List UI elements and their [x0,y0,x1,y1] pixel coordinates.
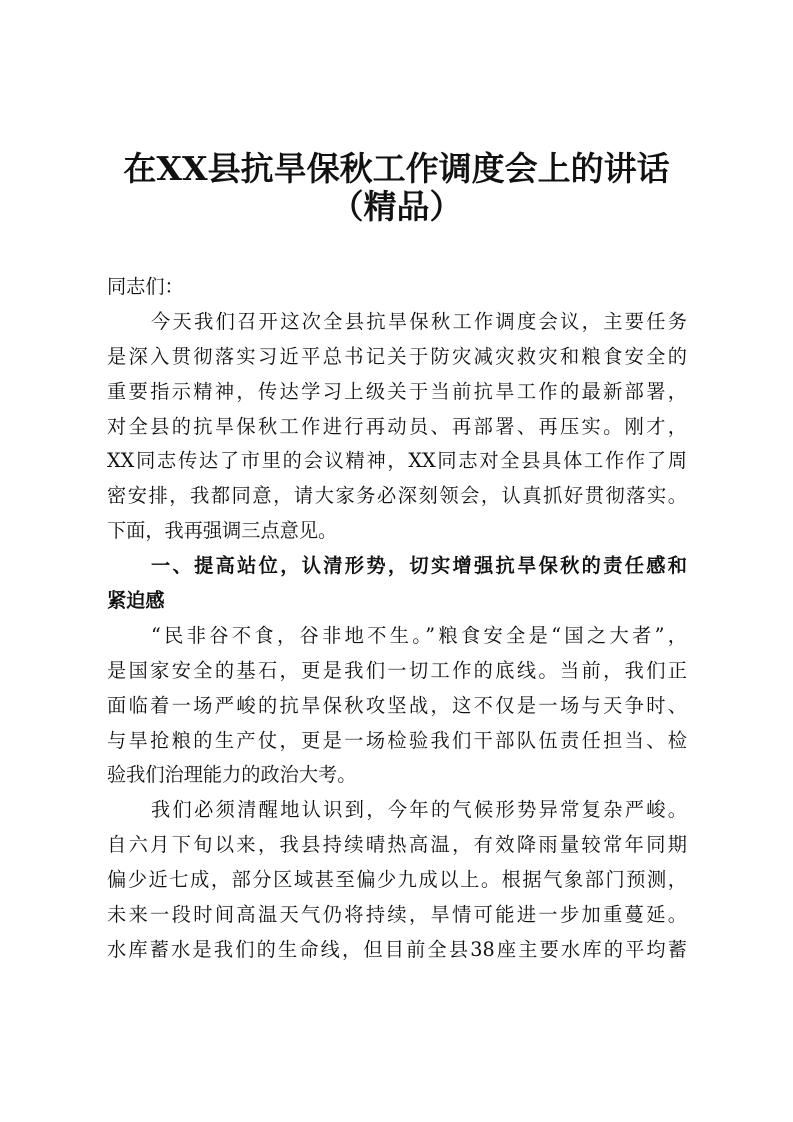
document-body [107,270,687,968]
paragraph-line: 未来一段时间高温天气仍将持续，旱情可能进一步加重蔓延。 [107,903,687,927]
paragraph-line: 我们必须清醒地认识到，今年的气候形势异常复杂严峻。 [151,798,687,822]
paragraph-line: 是国家安全的基石，更是我们一切工作的底线。当前，我们正 [107,658,687,682]
paragraph-line: 是深入贯彻落实习近平总书记关于防灾减灾救灾和粮食安全的 [107,344,687,368]
document-title-subtitle: （精品） [330,187,463,226]
paragraph-line: 水库蓄水是我们的生命线，但目前全县38座主要水库的平均蓄 [107,937,687,961]
paragraph-line: 验我们治理能力的政治大考。 [107,763,357,787]
paragraph-line: 与旱抢粮的生产仗，更是一场检验我们干部队伍责任担当、检 [107,728,687,752]
paragraph-line: 面临着一场严峻的抗旱保秋攻坚战，这不仅是一场与天争时、 [107,693,687,717]
paragraph-line: 下面，我再强调三点意见。 [107,519,338,543]
section-heading: 紧迫感 [107,589,165,613]
paragraph-line: 今天我们召开这次全县抗旱保秋工作调度会议，主要任务 [151,309,687,333]
paragraph-line: XX同志传达了市里的会议精神，XX同志对全县具体工作作了周 [107,449,687,473]
salutation: 同志们： [107,275,184,298]
paragraph-line: 自六月下旬以来，我县持续晴热高温，有效降雨量较常年同期 [107,833,687,857]
document-title: 在XX县抗旱保秋工作调度会上的讲话 [123,149,670,188]
paragraph-line: 密安排，我都同意，请大家务必深刻领会，认真抓好贯彻落实。 [107,484,687,508]
paragraph-line: 对全县的抗旱保秋工作进行再动员、再部署、再压实。刚才， [107,414,687,438]
section-heading: 一、提高站位，认清形势，切实增强抗旱保秋的责任感和 [151,554,687,578]
paragraph-line: 重要指示精神，传达学习上级关于当前抗旱工作的最新部署， [107,379,687,403]
paragraph-line: 偏少近七成，部分区域甚至偏少九成以上。根据气象部门预测， [107,868,687,892]
paragraph-line: “民非谷不食，谷非地不生。”粮食安全是“国之大者”， [151,623,687,647]
